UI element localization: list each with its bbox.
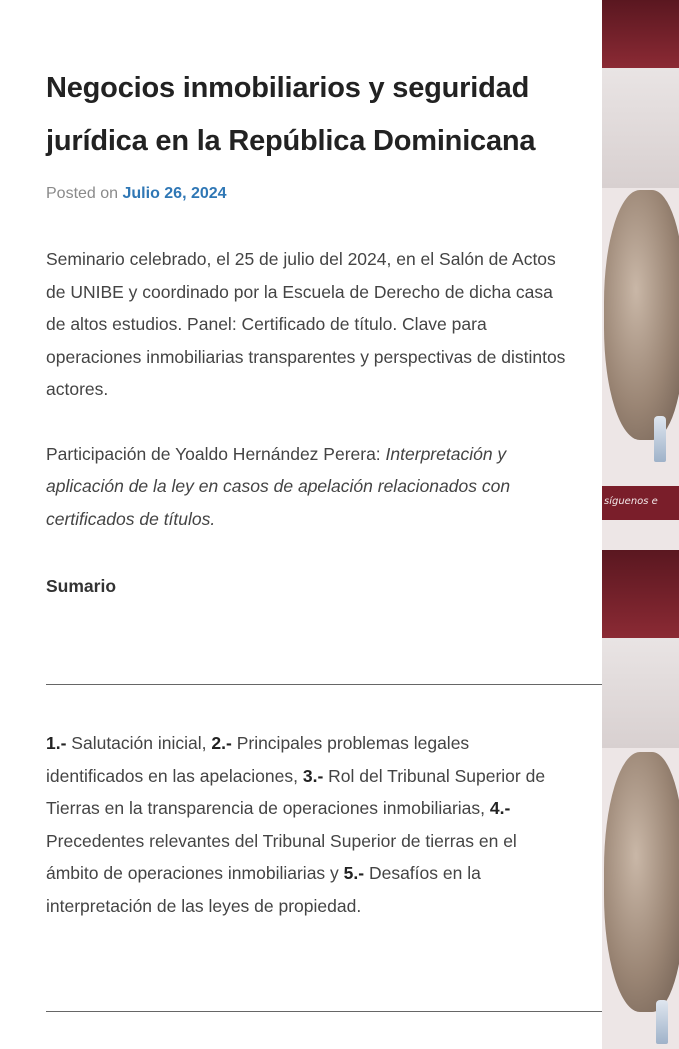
photo-band <box>602 68 679 188</box>
sumario-item-number: 4.- <box>489 798 511 818</box>
participation-paragraph <box>46 438 566 536</box>
divider-line <box>46 684 679 685</box>
water-bottle-image <box>654 416 666 462</box>
sumario-item-text: Desafíos en la interpretación de las leyes de propiedad. <box>46 863 481 916</box>
portrait-bust-image <box>604 752 679 1012</box>
intro-paragraph: Seminario celebrado, el 25 de julio del 2024, en el Salón de Actos de UNIBE y coordinado por la Escuela de Derecho de dicha casa de altos estudios. Panel: Certificado de título. Clave para operaciones inmobiliarias transparentes y perspectivas de distintos actores. <box>46 249 566 399</box>
participation-prefix: Participación de Yoaldo Hernández Perera: <box>46 443 386 464</box>
sumario-item-text: Salutación inicial, <box>66 733 212 753</box>
sumario-item-text: Rol del Tribunal Superior de Tierras en la transparencia de operaciones inmobiliarias, <box>46 765 546 818</box>
sumario-list <box>46 727 566 922</box>
portrait-bust-image <box>604 190 679 440</box>
sumario-item-number: 3.- <box>302 765 324 786</box>
photo-banner-text: síguenos e <box>604 496 658 507</box>
participation-topic: Interpretación y aplicación de la ley en casos de apelación relacionados con certificados de títulos. <box>46 443 511 529</box>
post-date-link[interactable]: Julio 26, 2024 <box>122 185 227 202</box>
sumario-item-number: 2.- <box>211 733 232 753</box>
sidebar-photo-strip <box>602 0 679 1049</box>
posted-on-label: Posted on <box>46 185 123 202</box>
photo-band <box>602 638 679 748</box>
water-bottle-image <box>656 1000 668 1044</box>
sumario-item-number: 5.- <box>343 863 365 883</box>
post-title: Negocios inmobiliarios y seguridad jurídica en la República Dominicana <box>46 72 536 157</box>
blog-post <box>46 62 606 598</box>
sumario-item-number: 1.- <box>46 733 67 753</box>
sumario-heading: Sumario <box>46 576 117 596</box>
photo-band <box>602 0 679 68</box>
divider-line <box>46 1011 679 1012</box>
post-meta <box>46 182 606 206</box>
sumario-item-text: Precedentes relevantes del Tribunal Superior de tierras en el ámbito de operaciones inmobiliarias y <box>46 830 517 883</box>
photo-band <box>602 550 679 638</box>
sumario-item-text: Principales problemas legales identificados en las apelaciones, <box>46 733 470 786</box>
